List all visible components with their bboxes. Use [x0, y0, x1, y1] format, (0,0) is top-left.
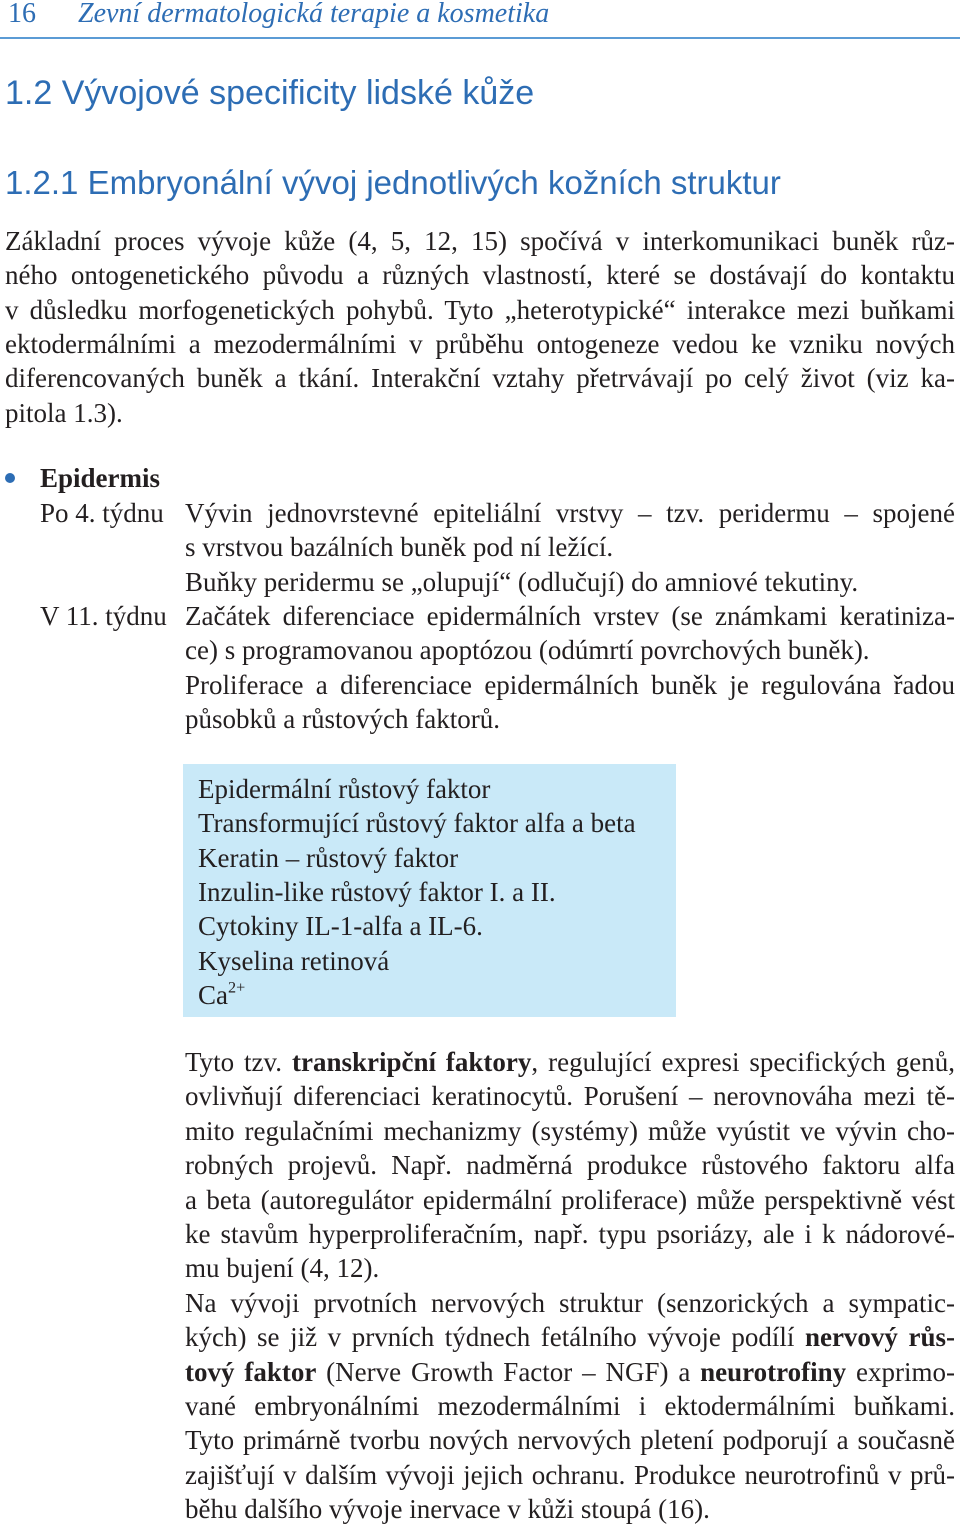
growth-factor-item: Transformující růstový faktor alfa a beta: [198, 808, 636, 839]
section-number: 1.2: [5, 74, 53, 112]
page-number: 16: [8, 0, 36, 29]
section-heading: [5, 75, 534, 111]
body-text: kých) se již v prvních týdnech fetálního vývoje podílí: [185, 1322, 805, 1353]
body-text: Tyto tzv.: [185, 1047, 292, 1077]
growth-factor-item: Inzulin-like růstový faktor I. a II.: [198, 876, 556, 907]
bold-term: neurotrofiny: [700, 1356, 847, 1387]
bullet-icon: [5, 473, 15, 483]
body-line: ovlivňují diferenciaci keratinocytů. Porušení – nerovnováha mezi tě-: [185, 1081, 955, 1112]
epidermis-heading: Epidermis: [40, 462, 161, 493]
body-line: běhu dalšího vývoje inervace v kůži stoupá (16).: [185, 1494, 710, 1525]
stage-description-line: s vrstvou bazálních buněk pod ní ležící.: [185, 532, 614, 563]
intro-paragraph: [5, 224, 955, 430]
section-title: Vývojové specificity lidské kůže: [61, 74, 535, 112]
growth-factor-item: Epidermální růstový faktor: [198, 773, 491, 804]
stage-time-label: Po 4. týdnu: [40, 497, 164, 528]
calcium-ion-item: [198, 978, 676, 1012]
stage-description: [185, 496, 955, 599]
growth-factor-item: Kyselina retinová: [198, 945, 390, 976]
body-line: [185, 1045, 955, 1079]
bold-term: transkripční faktory: [291, 1047, 532, 1077]
bold-term: tový faktor: [185, 1356, 317, 1387]
body-line: Tyto primárně tvorbu nových nervových pletení podporují a současně: [185, 1425, 955, 1456]
intro-line: ektodermálními a mezodermálními v průběhu ontogeneze vedou ke vzniku nových: [5, 328, 955, 359]
bold-term: nervový růs-: [804, 1322, 955, 1353]
growth-factor-item: Cytokiny IL-1-alfa a IL-6.: [198, 911, 483, 942]
body-text: (Nerve Growth Factor – NGF) a: [316, 1356, 701, 1387]
body-line: mito regulačními mechanizmy (systémy) může vyústit ve vývin cho-: [185, 1115, 955, 1146]
stage-description-line: působků a růstových faktorů.: [185, 704, 500, 735]
body-line: [185, 1355, 955, 1389]
running-title: Zevní dermatologická terapie a kosmetika: [78, 0, 550, 29]
stage-time-label: V 11. týdnu: [40, 601, 167, 631]
intro-line: Základní proces vývoje kůže (4, 5, 12, 15) spočívá v interkomunikaci buněk růz-: [5, 225, 955, 256]
body-line: Na vývoji prvotních nervových struktur (senzorických a sympatic-: [185, 1287, 955, 1318]
body-line: a beta (autoregulátor epidermální proliferace) může perspektivně vést: [185, 1184, 955, 1215]
stage-description: [185, 599, 955, 737]
subsection-title: Embryonální vývoj jednotlivých kožních struktur: [87, 164, 781, 201]
intro-line: v důsledku morfogenetických pohybů. Tyto „heterotypické“ interakce mezi buňkami: [5, 294, 955, 325]
subsection-heading: [5, 165, 781, 201]
body-line: robných projevů. Např. nadměrná produkce růstového faktoru alfa: [185, 1150, 955, 1181]
stage-description-line: ce) s programovanou apoptózou (odúmrtí povrchových buněk).: [185, 635, 870, 666]
calcium-charge: 2+: [228, 978, 246, 997]
stage-description-line: Vývin jednovrstevné epiteliální vrstvy – tzv. peridermu – spojené: [185, 497, 955, 528]
intro-line: diferencovaných buněk a tkání. Interakční vztahy přetrvávají po celý život (viz ka-: [5, 363, 955, 394]
body-line: vané embryonálními mezodermálními i ektodermálními buňkami.: [185, 1390, 955, 1421]
stage-description-line: Proliferace a diferenciace epidermálních buněk je regulována řadou: [185, 669, 955, 700]
body-line: zajišťují v dalším vývoji jejich ochranu. Produkce neurotrofinů v prů-: [185, 1459, 955, 1490]
body-text: exprimo-: [846, 1356, 955, 1387]
calcium-symbol: Ca: [198, 980, 228, 1011]
body-line: [185, 1320, 955, 1354]
stage-description-line: Buňky peridermu se „olupují“ (odlučují) do amniové tekutiny.: [185, 566, 859, 597]
intro-line: ného ontogenetického původu a různých vlastností, které se dostávají do kontaktu: [5, 260, 955, 291]
intro-line: pitola 1.3).: [5, 397, 123, 428]
body-line: ke stavům hyperproliferačním, např. typu psoriázy, ale i k nádorové-: [185, 1218, 955, 1249]
growth-factors-box: [183, 764, 676, 1017]
header-rule: [0, 37, 960, 39]
body-text: , regulující expresi specifických genů,: [531, 1047, 955, 1077]
body-paragraph: [185, 1045, 955, 1526]
growth-factor-item: Keratin – růstový faktor: [198, 842, 459, 873]
stage-description-line: Začátek diferenciace epidermálních vrstev (se známkami keratiniza-: [185, 601, 955, 631]
subsection-number: 1.2.1: [5, 164, 79, 201]
body-line: mu bujení (4, 12).: [185, 1253, 380, 1284]
